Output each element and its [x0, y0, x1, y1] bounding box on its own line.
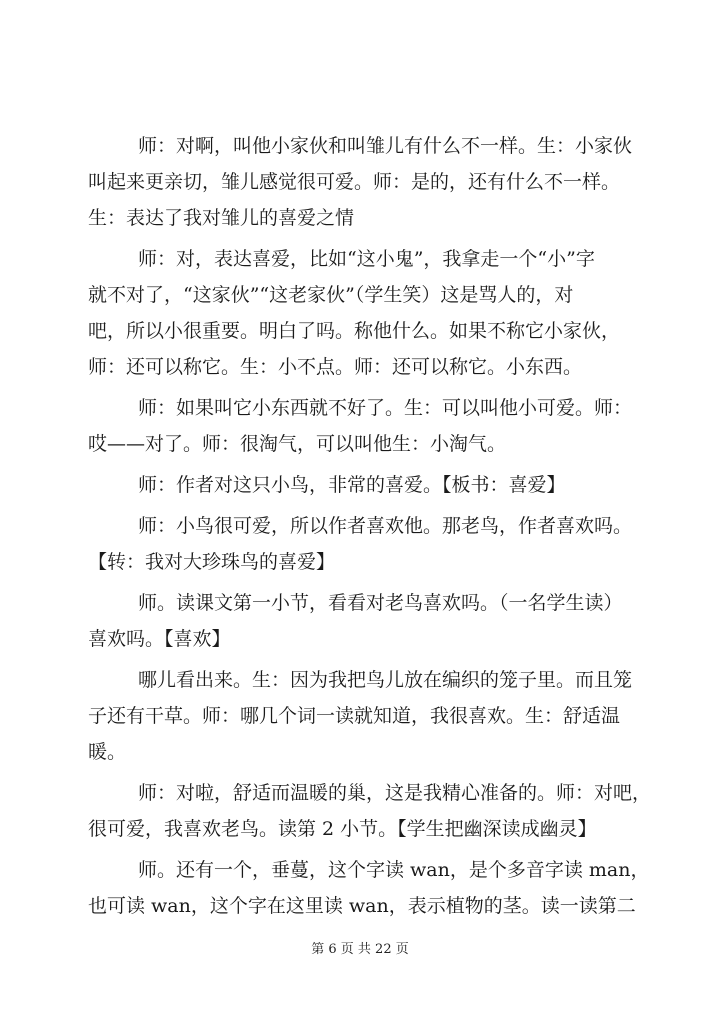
paragraph — [88, 662, 636, 770]
page-footer: 第 6 页 共 22 页 — [311, 942, 409, 957]
text-line: 喜欢吗。【喜欢】 — [88, 628, 231, 650]
paragraph — [88, 128, 636, 236]
paragraph — [88, 775, 652, 847]
text-line: 师：如果叫它小东西就不好了。生：可以叫他小可爱。师： — [138, 397, 633, 419]
text-line: 师：对啊，叫他小家伙和叫雏儿有什么不一样。生：小家伙 — [138, 135, 633, 157]
text-line: 子还有干草。师：哪几个词一读就知道，我很喜欢。生：舒适温 — [88, 705, 621, 727]
text-line: 吧，所以小很重要。明白了吗。称他什么。如果不称它小家伙， — [88, 320, 621, 342]
text-line: 师：对啦，舒适而温暖的巢，这是我精心准备的。师：对吧， — [138, 782, 652, 804]
text-line: 哎——对了。师：很淘气，可以叫他生：小淘气。 — [88, 433, 507, 455]
text-line: 师。读课文第一小节，看看对老鸟喜欢吗。（一名学生读） — [138, 592, 623, 614]
paragraph — [88, 467, 636, 503]
text-line: 叫起来更亲切，雏儿感觉很可爱。师：是的，还有什么不一样。 — [88, 171, 621, 193]
paragraph — [88, 241, 636, 385]
paragraph — [88, 585, 636, 657]
paragraph — [88, 852, 650, 924]
text-line: 【转：我对大珍珠鸟的喜爱】 — [88, 551, 336, 573]
text-line: 就不对了，“这家伙”“这老家伙”（学生笑）这是骂人的，对 — [88, 284, 574, 306]
text-line: 生：表达了我对雏儿的喜爱之情 — [88, 207, 355, 229]
text-line: 哪儿看出来。生：因为我把鸟儿放在编织的笼子里。而且笼 — [138, 669, 633, 691]
paragraph — [88, 390, 636, 462]
paragraph — [88, 508, 636, 580]
text-line: 师：作者对这只小鸟，非常的喜爱。【板书：喜爱】 — [138, 474, 566, 496]
text-line: 师：对，表达喜爱，比如“这小鬼”，我拿走一个“小”字 — [138, 248, 595, 270]
text-line: 师。还有一个，垂蔓，这个字读 wan，是个多音字读 man， — [138, 859, 650, 881]
text-line: 师：小鸟很可爱，所以作者喜欢他。那老鸟，作者喜欢吗。 — [138, 515, 633, 537]
document-body — [88, 128, 652, 929]
text-line: 暖。 — [88, 741, 127, 763]
text-line: 师：还可以称它。生：小不点。师：还可以称它。小东西。 — [88, 356, 583, 378]
text-line: 也可读 wan，这个字在这里读 wan，表示植物的茎。读一读第二 — [88, 895, 636, 917]
text-line: 很可爱，我喜欢老鸟。读第 2 小节。【学生把幽深读成幽灵】 — [88, 818, 597, 840]
